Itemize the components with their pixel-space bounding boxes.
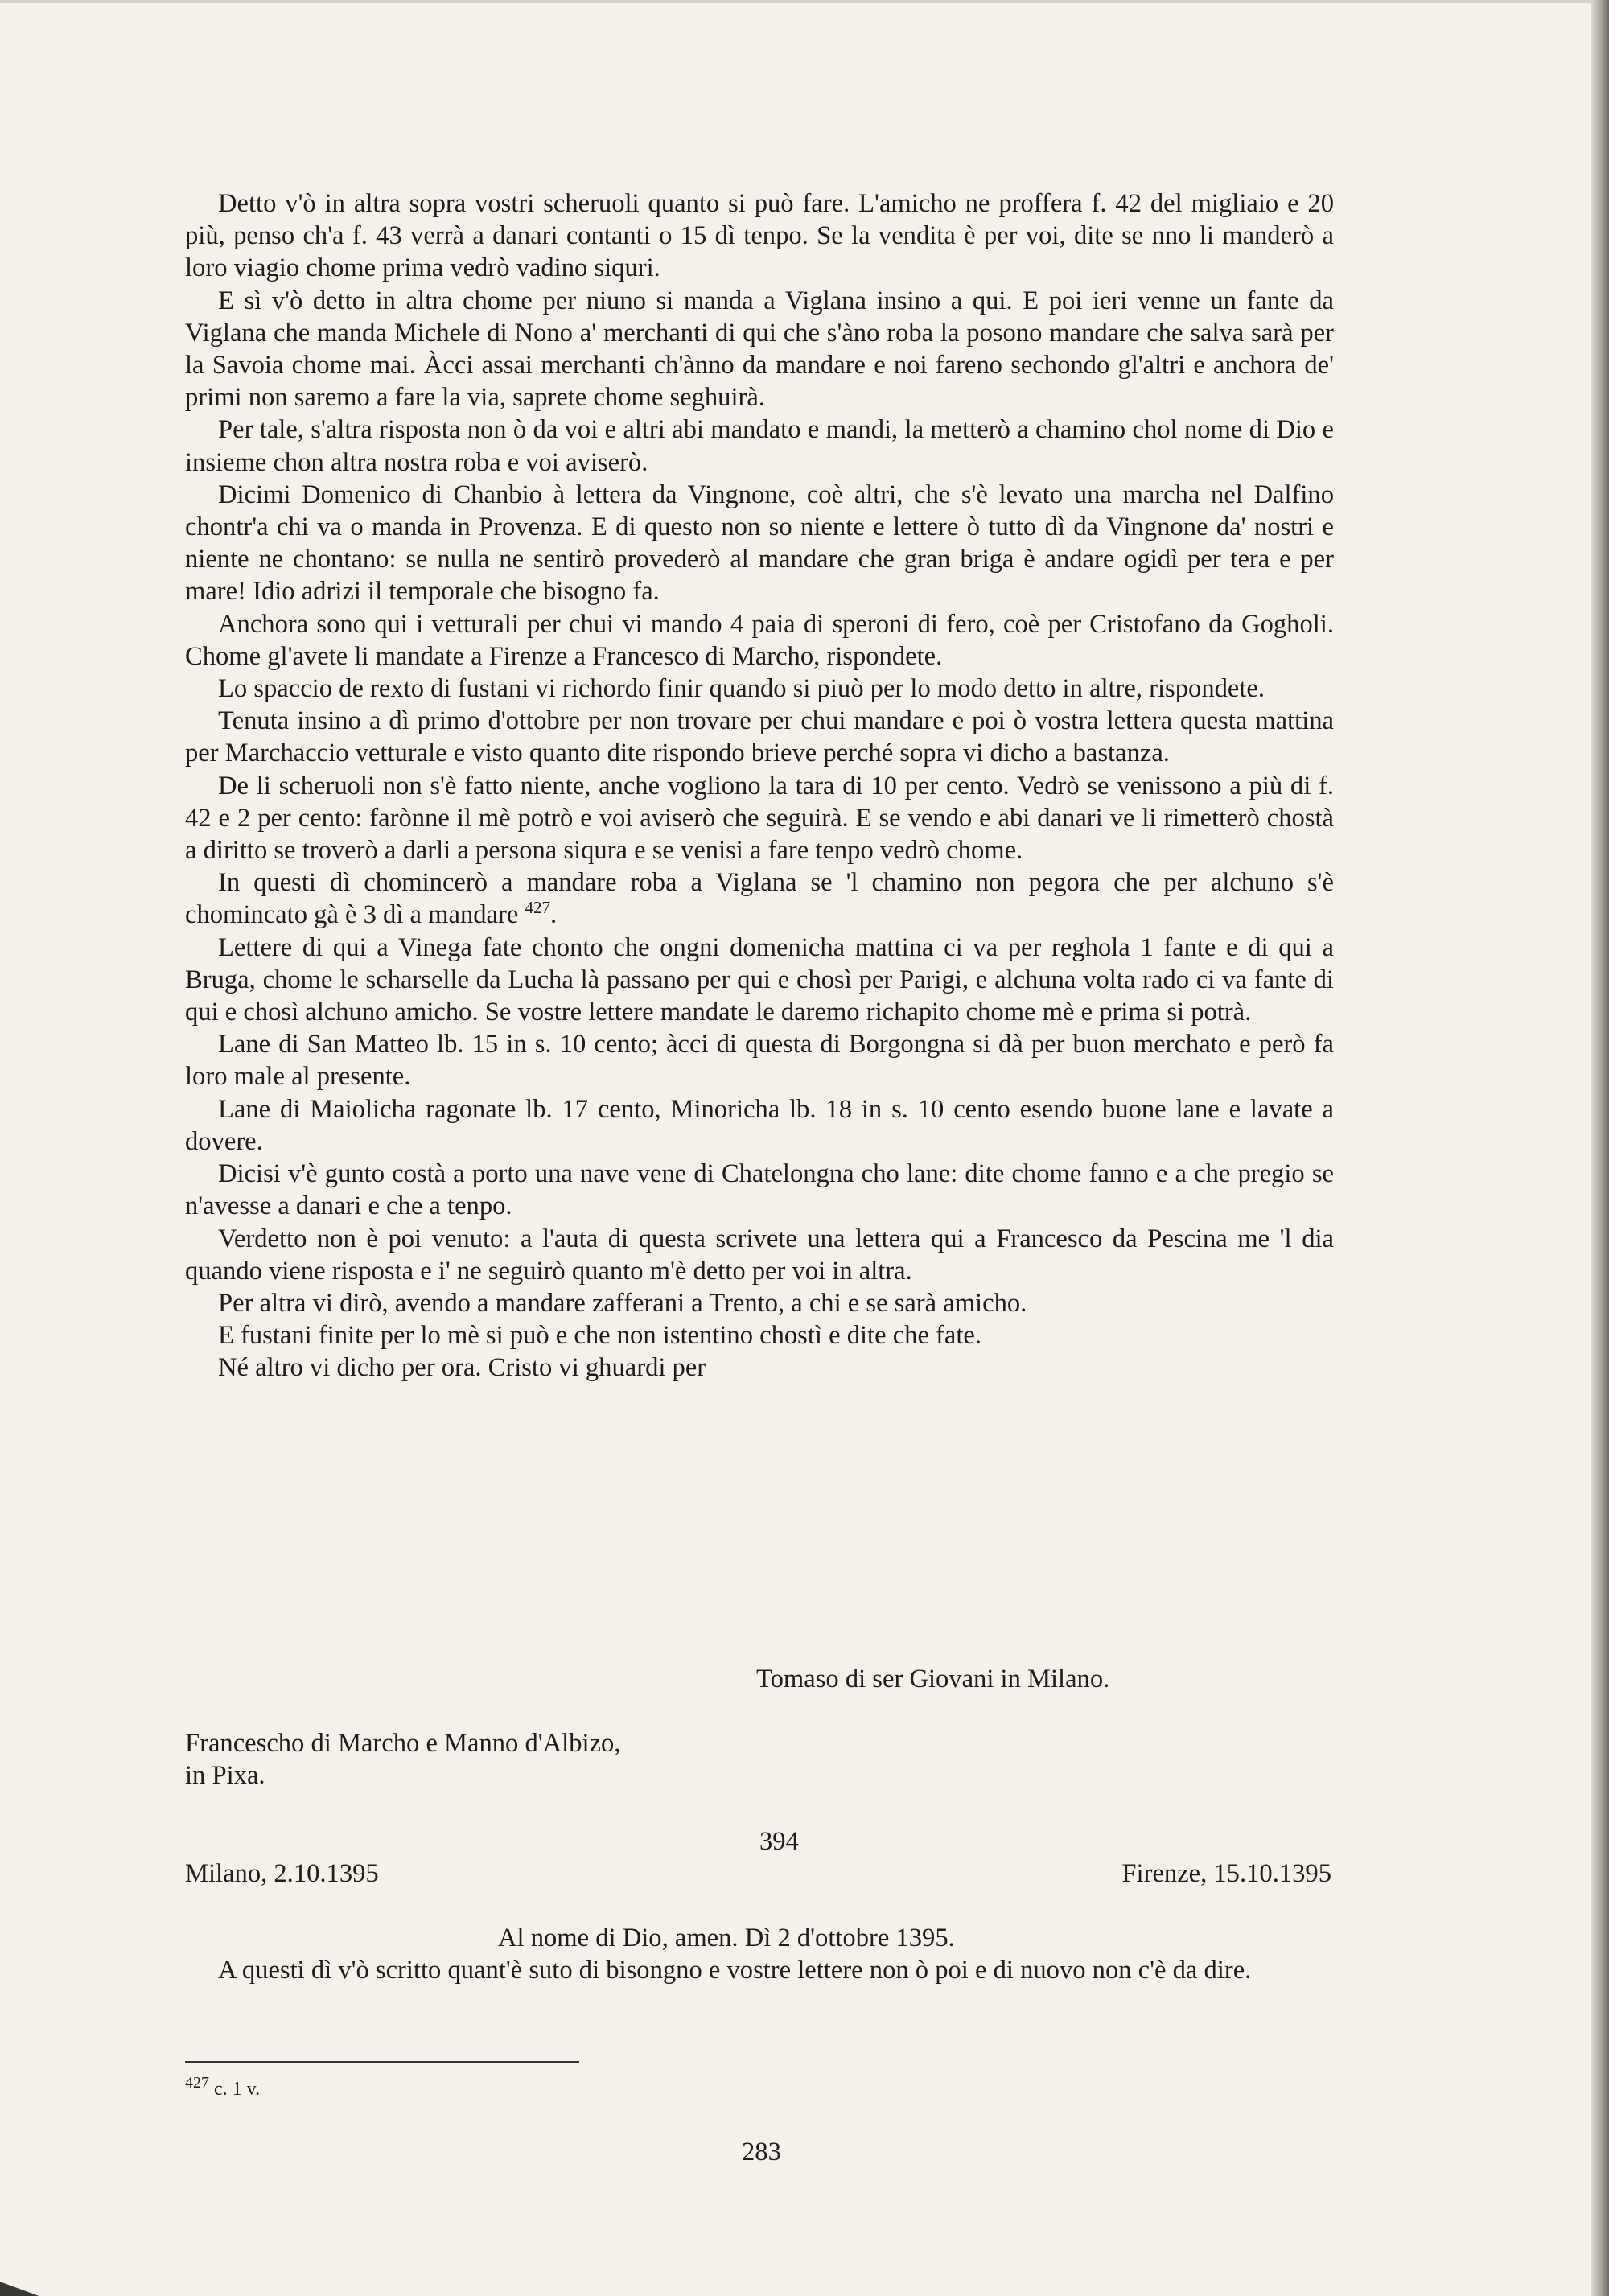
address-line: in Pixa. [185,1761,265,1791]
paragraph: Lane di San Matteo lb. 15 in s. 10 cento; àcci di questa di Borgongna si dà per buon merchato e però fa loro male al presente. [185,1030,1334,1092]
footnote-text: c. 1 v. [214,2079,261,2100]
footnote [185,2074,261,2101]
recipient-address [185,1727,620,1792]
signature: Tomaso di ser Giovani in Milano. [756,1664,1110,1693]
paragraph: E fustani finite per lo mè si può e che non istentino chostì e dite che fate. [218,1321,982,1351]
paragraph: Dicisi v'è gunto costà a porto una nave vene di Chatelongna cho lane: dite chome fanno e a che pregio se n'avesse a danari e che a tenpo. [185,1159,1334,1221]
paragraph: Tenuta insino a dì primo d'ottobre per non trovare per chui mandare e poi ò vostra lettera questa mattina per Marchaccio vetturale e visto quanto dite rispondo brieve perché sopra vi dicho a bastanza. [185,706,1334,768]
paragraph: De li scheruoli non s'è fatto niente, anche vogliono la tara di 10 per cento. Vedrò se venissono a più di f. 42 e 2 per cento: farònne il mè potrò e voi aviserò che seguirà. E se vendo e abi danari ve li rimetterò chostà a diritto se troverò a darli a persona siqura e se venisi a fare tenpo vedrò chome. [185,771,1334,866]
footnote-divider [185,2061,579,2063]
paragraph: Per altra vi dirò, avendo a mandare zafferani a Trento, a chi e se sarà amicho. [218,1288,1027,1318]
address-line: Franceschо di Marcho e Manno d'Albizo, [185,1729,621,1758]
letter-393-body [185,187,1334,1385]
paragraph-text: In questi dì chomincerò a mandare roba a Viglana se 'l chamino non pegora che per alchuno s'è chomincato gà è 3 dì a mandare [185,868,1334,930]
letter-origin: Milano, 2.10.1395 [185,1859,379,1888]
paragraph: Detto v'ò in altra sopra vostri scheruoli quanto si può fare. L'amicho ne proffera f. 42 del migliaio e 20 più, penso ch'a f. 43 verrà a danari contanti o 15 dì tenpo. Se la vendita è per voi, dite se nno li manderò a loro viagio chome prima vedrò vadino siquri. [185,189,1334,283]
letter-invocation: Al nome di Dio, amen. Dì 2 d'ottobre 1395. [498,1924,955,1952]
paragraph: E sì v'ò detto in altra chome per niuno si manda a Viglana insino a qui. E poi ieri venne un fante da Viglana che manda Michele di Nono a' merchanti di qui che s'àno roba la posono mandare che salva sarà per la Savoia chome mai. Àcci assai merchanti ch'ànno da mandare e noi fareno sechondo gl'altri e anchora de' primi non saremo a fare la via, saprete chome seghuirà. [185,286,1334,413]
page-top-edge [0,0,1609,3]
paragraph-with-note [185,866,1334,931]
paragraph: Lane di Maiolicha ragonate lb. 17 cento, Minoricha lb. 18 in s. 10 cento esendo buone lane e lavate a dovere. [185,1094,1334,1156]
paragraph: Anchora sono qui i vetturali per chui vi mando 4 paia di speroni di fero, coè per Cristofano da Gogholi. Chome gl'avete li mandate a Firenze a Francesco di Marcho, rispondete. [185,609,1334,671]
paragraph-punctuation: . [549,900,558,930]
paragraph: Lettere di qui a Vinega fate chonto che ongni domenicha mattina ci va per reghola 1 fante e di qui a Bruga, chome le scharselle da Lucha là passano per qui e chosì per Parigi, e alchuna volta rado ci va fante di qui e chosì alchuno amicho. Se vostre lettere mandate le daremo richapito chome mè e prima si potrà. [185,932,1334,1027]
letter-number: 394 [759,1827,799,1856]
paragraph: Lo spaccio de rexto di fustani vi richordo finir quando si piuò per lo modo detto in altre, rispondete. [218,674,1265,704]
letter-destination: Firenze, 15.10.1395 [1121,1859,1331,1888]
paragraph: Né altro vi dicho per ora. Cristo vi ghuardi per [218,1353,706,1383]
page-number: 283 [742,2138,781,2166]
scan-corner-shadow [0,2278,48,2296]
book-spine-edge [1591,0,1609,2296]
paragraph: A questi dì v'ò scritto quant'è suto di bisongno e vostre lettere non ò poi e di nuovo non c'è da dire. [218,1956,1252,1985]
letter-394-body [185,1954,1334,1986]
paragraph: Per tale, s'altra risposta non ò da voi e altri abi mandato e mandi, la metterò a chamino chol nome di Dio e insieme chon altra nostra roba e voi aviserò. [185,415,1334,477]
footnote-reference: 427 [525,898,550,918]
paragraph: Verdetto non è poi venuto: a l'auta di questa scrivete una lettera qui a Francesco da Pescina me 'l dia quando viene risposta e i' ne seguirò quanto m'è detto per voi in altra. [185,1224,1334,1286]
footnote-mark: 427 [185,2074,209,2092]
paragraph: Dicimi Domenico di Chanbio à lettera da Vingnone, coè altri, che s'è levato una marcha nel Dalfino chontr'a chi va o manda in Provenza. E di questo non so niente e lettere ò tutto dì da Vingnone da' nostri e niente ne chontano: se nulla ne sentirò provederò al mandare che gran briga è andare ogidì per tera e per mare! Idio adrizi il temporale che bisogno fa. [185,479,1334,607]
